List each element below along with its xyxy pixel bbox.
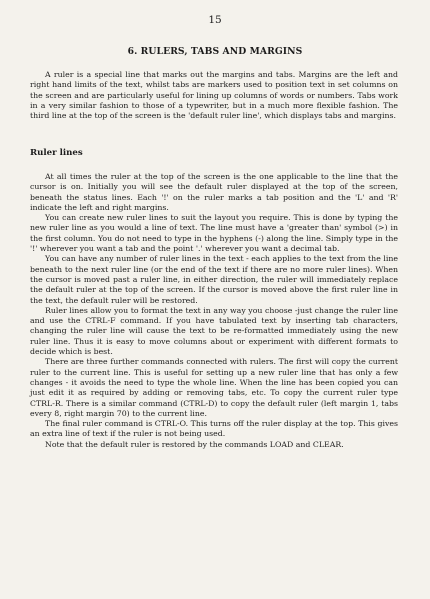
body-paragraph: Note that the default ruler is restored by the commands LOAD and CLEAR. [45,439,344,449]
section-heading: Ruler lines [30,148,83,158]
ruler-lines-section [30,172,398,450]
intro-paragraph: A ruler is a special line that marks out the margins and tabs. Margins are the left and right hand limits of the text, whilst tabs are markers used to position text in set columns on the screen and are particularly useful for lining up columns of words or numbers. Tabs work in a very similar fashion to those of a typewriter, but in a much more flexible fashion. The third line at the top of the screen is the 'default ruler line', which displays tabs and margins. [30,70,398,121]
chapter-title: 6. RULERS, TABS AND MARGINS [127,46,303,57]
body-paragraph: You can have any number of ruler lines in the text - each applies to the text from the line beneath to the next ruler line (or the end of the text if there are no more ruler lines). When the cursor is moved past a ruler line, in either direction, the ruler will immediately replace the default ruler at the top of the screen. If the cursor is moved above the first ruler line in the text, the default ruler will be restored. [30,254,398,305]
body-paragraph: You can create new ruler lines to suit the layout you require. This is done by typing the new ruler line as you would a line of text. The line must have a 'greater than' symbol (>) in the first column. You do not need to type in the hyphens (-) along the line. Simply type in the '!' wherever you want a tab and the point '.' wherever you want a decimal tab. [30,213,398,254]
body-paragraph: At all times the ruler at the top of the screen is the one applicable to the line that the cursor is on. Initially you will see the default ruler displayed at the top of the screen, beneath the status lines. Each '!' on the ruler marks a tab position and the 'L' and 'R' indicate the left and right margins. [30,172,398,212]
body-paragraph: The final ruler command is CTRL-O. This turns off the ruler display at the top. This gives an extra line of text if the ruler is not being used. [30,419,398,439]
body-paragraph: There are three further commands connected with rulers. The first will copy the current ruler to the current line. This is useful for setting up a new ruler line that has only a few changes - it avoids the need to type the whole line. When the line has been copied you can just edit it as required by adding or removing tabs, etc. To copy the current ruler type CTRL-R. There is a similar command (CTRL-D) to copy the default ruler (left margin 1, tabs every 8, right margin 70) to the current line. [30,357,398,418]
intro-section [30,70,398,121]
page-number: 15 [208,14,222,26]
body-paragraph: Ruler lines allow you to format the text in any way you choose -just change the ruler line and use the CTRL-F command. If you have tabulated text by inserting tab characters, changing the ruler line will cause the text to be re-formatted immediately using the new ruler line. Thus it is easy to move columns about or experiment with different formats to decide which is best. [30,305,398,357]
